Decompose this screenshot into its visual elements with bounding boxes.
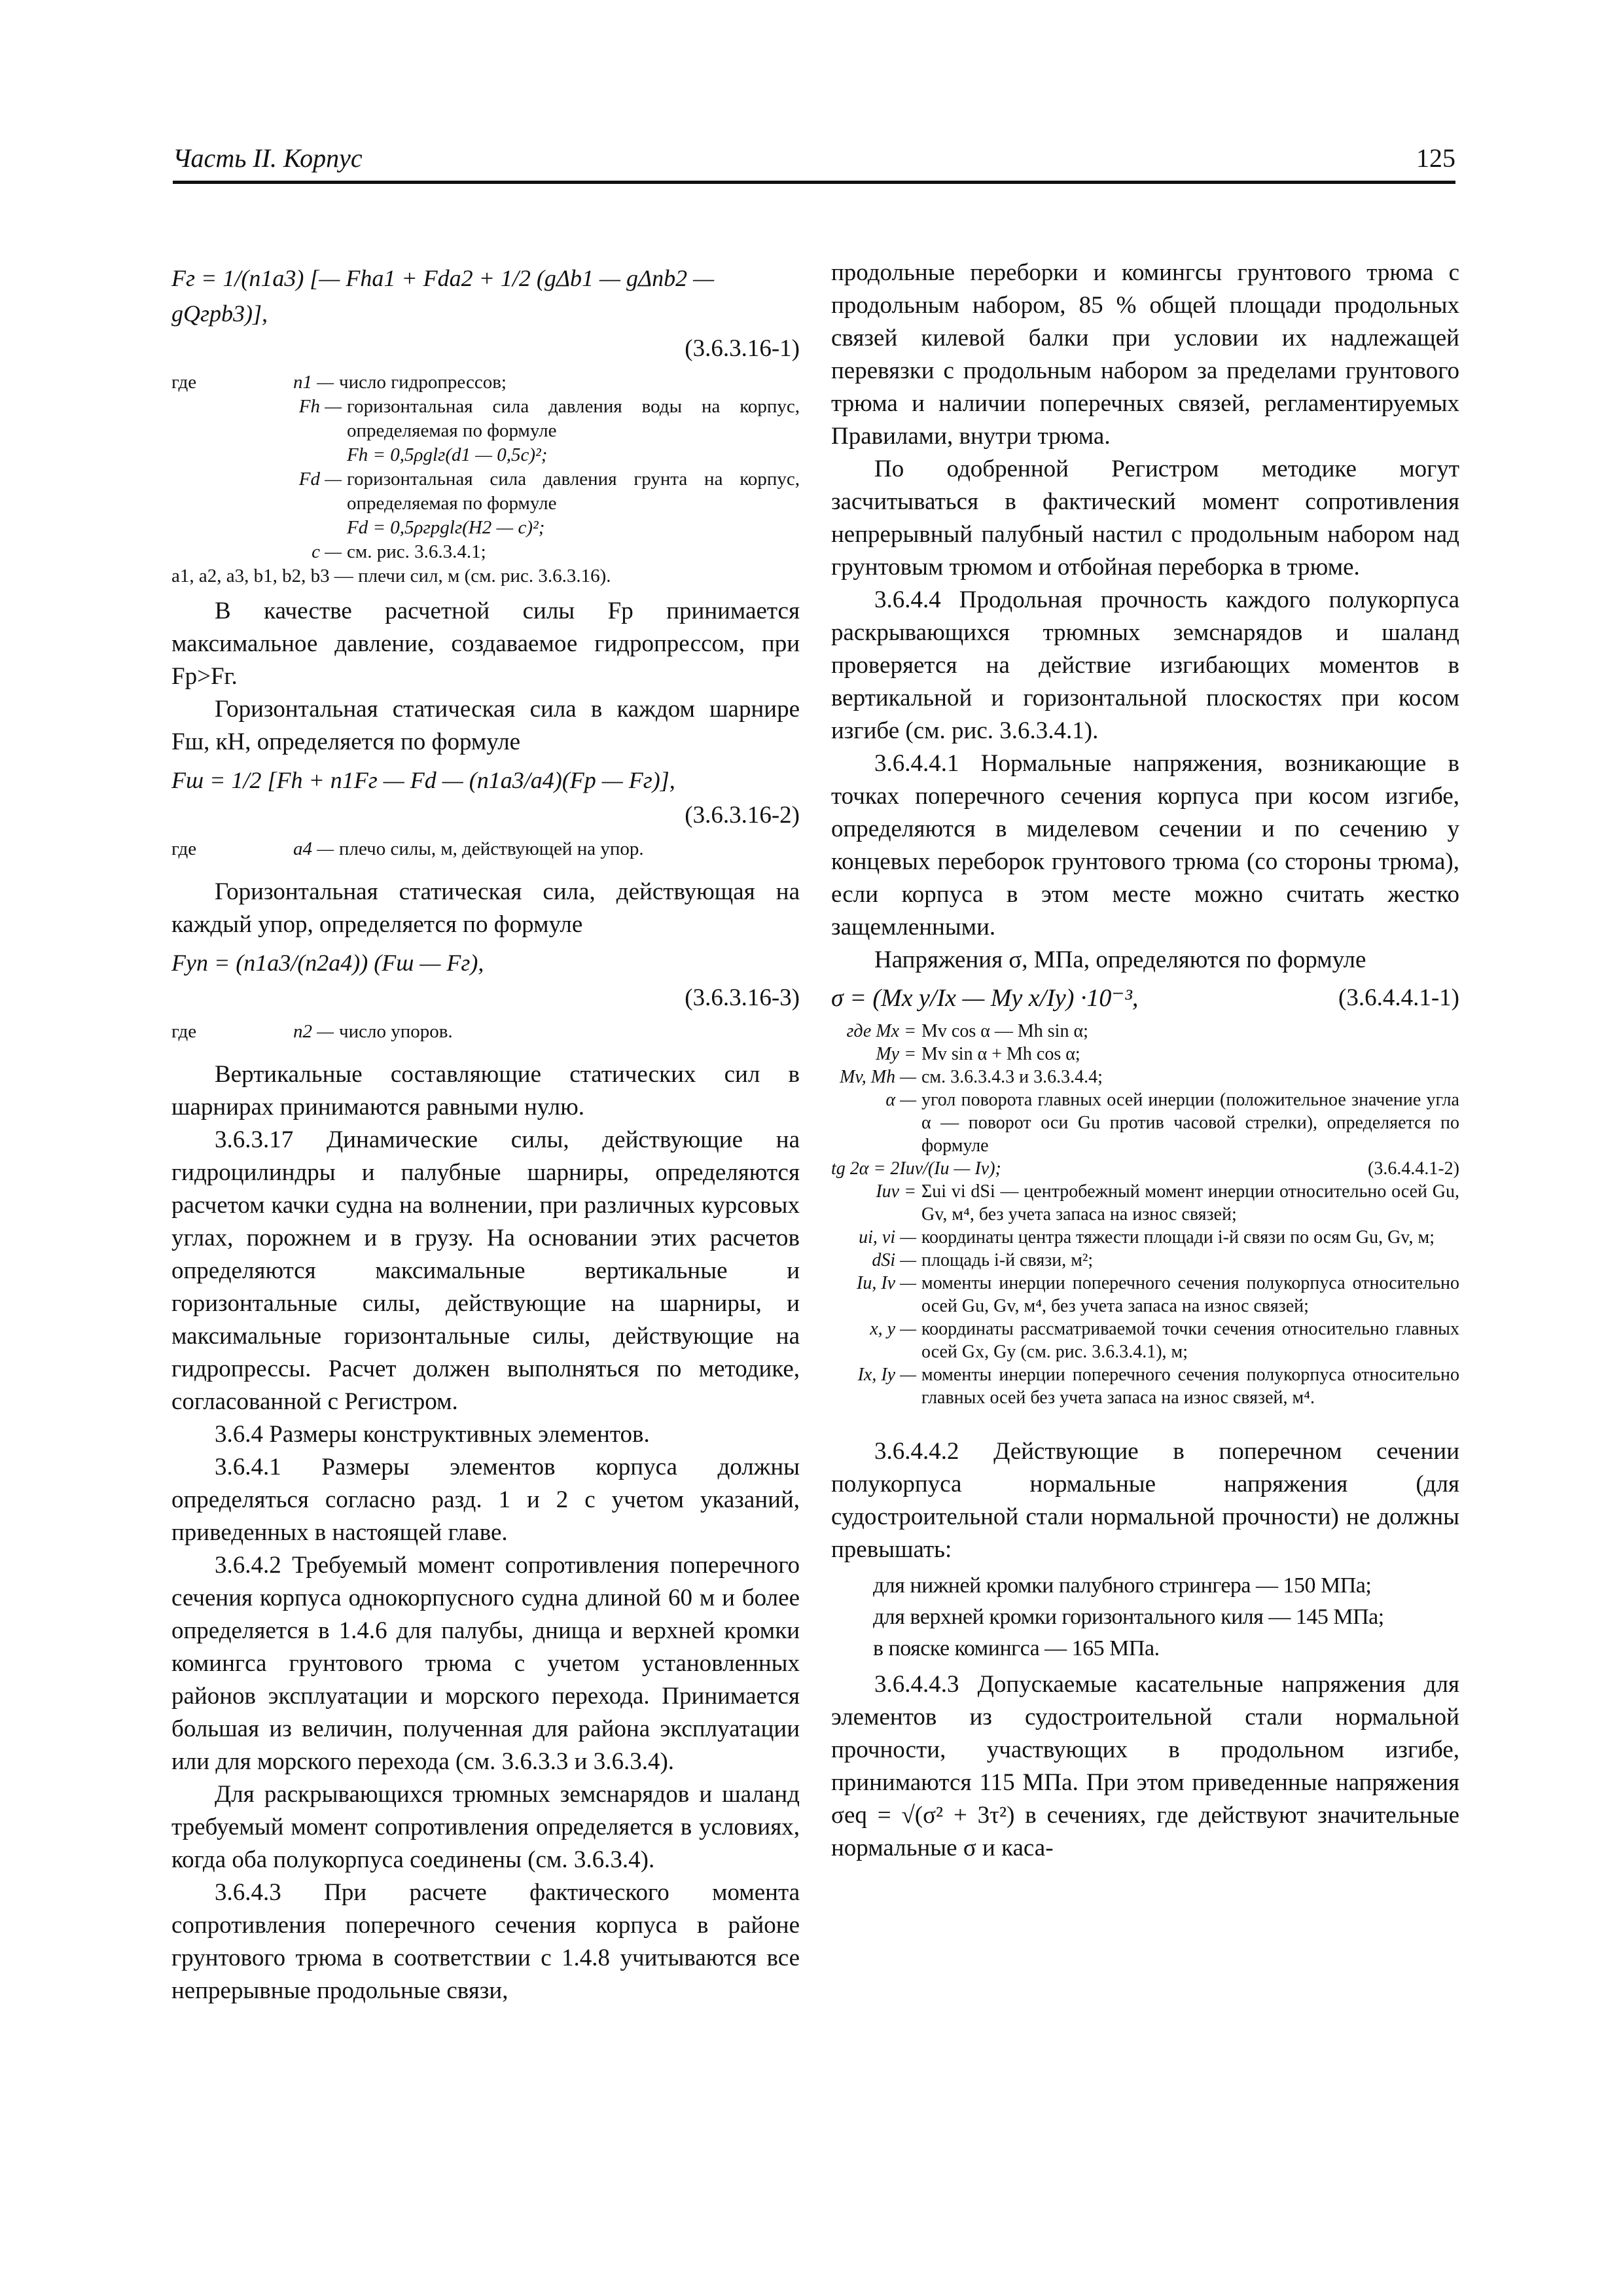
- paragraph: Вертикальные составляющие статических сил в шарнирах принимаются равными нулю.: [171, 1061, 800, 1121]
- formula-number: (3.6.4.4.1-1): [1338, 984, 1459, 1011]
- legend-key: dSi —: [872, 1250, 916, 1270]
- formula-body: Fг = 1/(n1a3) [— Fha1 + Fda2 + 1/2 (gΔb1 — gΔпb2 — gQгрb3)],: [171, 265, 715, 327]
- formula-body: σ = (Mx y/Ix — My x/Iy) ·10⁻³,: [831, 984, 1139, 1012]
- legend-where: где: [171, 838, 197, 859]
- legend-key: ui, vi —: [859, 1227, 916, 1247]
- legend-value: Σui vi dSi — центробежный момент инерции относительно осей Gu, Gv, м⁴, без учета запаса на износ связей;: [921, 1181, 1459, 1225]
- section-3-6-4-3: 3.6.4.3 При расчете фактического момента сопротивления поперечного сечения корпуса в районе грунтового трюма в соответствии с 1.4.8 учитываются все непрерывные продольные связи,: [171, 1879, 800, 2004]
- header-rule: [173, 181, 1455, 184]
- legend-key: Iu, Iv —: [857, 1273, 916, 1293]
- right-column: [831, 257, 1459, 1865]
- paragraph: продольные переборки и комингсы грунтового трюма с продольным набором, 85 % общей площади продольных связей килевой балки при условии их надлежащей перевязки с продольным набором за пределами грунтового трюма и наличии поперечных связей, регламентируемых Правилами, внутри трюма.: [831, 259, 1459, 450]
- legend-value: плечо силы, м, действующей на упор.: [339, 838, 644, 859]
- paragraph: В качестве расчетной силы Fр принимается максимальное давление, создаваемое гидропрессом, при Fр>Fг.: [171, 598, 800, 690]
- section-3-6-3-17: 3.6.3.17 Динамические силы, действующие на гидроцилиндры и палубные шарниры, определяются расчетом качки судна на волнении, при различных курсовых углах, порожнем и в грузу. На основании этих расчетов определяются максимальные вертикальные и горизонтальные силы, действующие на шарниры, и максимальные горизонтальные силы, действующие на гидропрессы. Расчет должен выполняться по методике, согласованной с Регистром.: [171, 1126, 800, 1415]
- section-3-6-4-4-3: 3.6.4.4.3 Допускаемые касательные напряжения для элементов из судостроительной стали нормальной прочности, участвующих в продольном изгибе, принимаются 115 МПа. При этом приведенные напряжения σeq = √(σ² + 3τ²) в сечениях, где действуют значительные нормальные σ и каса-: [831, 1671, 1459, 1861]
- legend-formula-2: [171, 837, 800, 861]
- legend-value: горизонтальная сила давления воды на корпус, определяемая по формуле: [347, 396, 800, 441]
- section-3-6-4-4: 3.6.4.4 Продольная прочность каждого полукорпуса раскрывающихся трюмных земснарядов и шаланд проверяется на действие изгибающих моментов в вертикальной и горизонтальной плоскостях при косом изгибе (см. рис. 3.6.3.4.1).: [831, 586, 1459, 744]
- legend-value: число гидропрессов;: [339, 372, 507, 393]
- page-number: 125: [1416, 143, 1455, 173]
- page-header: [173, 139, 1455, 178]
- legend-key: Fh —: [298, 396, 342, 417]
- list-item: для нижней кромки палубного стрингера — 150 МПа;: [873, 1573, 1372, 1598]
- list-item: для верхней кромки горизонтального киля — 145 МПа;: [873, 1605, 1384, 1629]
- legend-key: c —: [312, 541, 342, 562]
- legend-value: Fh = 0,5ρglг(d1 — 0,5c)²;: [347, 444, 548, 465]
- list-item: в пояске комингса — 165 МПа.: [873, 1636, 1160, 1660]
- paragraph: Горизонтальная статическая сила в каждом шарнире Fш, кН, определяется по формуле: [171, 696, 800, 755]
- paragraph: По одобренной Регистром методике могут засчитываться в фактический момент сопротивления непрерывный палубный настил с продольным набором над грунтовым трюмом и отбойная переборка в трюме.: [831, 456, 1459, 581]
- legend-key: Fd —: [298, 469, 342, 490]
- legend-where: где: [171, 372, 197, 393]
- legend-arms: a1, a2, a3, b1, b2, b3 — плечи сил, м (см. рис. 3.6.3.16).: [171, 565, 611, 586]
- legend-formula-4: [831, 1020, 1459, 1409]
- legend-value: Fd = 0,5ρгрglг(H2 — c)²;: [347, 517, 545, 538]
- formula-number: (3.6.3.16-2): [685, 802, 800, 829]
- section-3-6-4-4-1: 3.6.4.4.1 Нормальные напряжения, возникающие в точках поперечного сечения корпуса при косом изгибе, определяются в миделевом сечении и по сечению у концевых переборок грунтового трюма (со стороны трюма), если корпуса в этом месте можно считать жестко защемленными.: [831, 750, 1459, 941]
- section-3-6-4-4-2: 3.6.4.4.2 Действующие в поперечном сечении полукорпуса нормальные напряжения (для судостроительной стали нормальной прочности) не должны превышать:: [831, 1438, 1459, 1563]
- legend-value: моменты инерции поперечного сечения полукорпуса относительно осей Gu, Gv, м⁴, без учета запаса на износ связей;: [921, 1273, 1459, 1316]
- legend-key: [171, 443, 347, 467]
- legend-value: число упоров.: [339, 1021, 453, 1042]
- formula-number: (3.6.3.16-3): [685, 984, 800, 1011]
- legend-formula-3: [171, 1020, 800, 1044]
- legend-value: см. рис. 3.6.3.4.1;: [347, 541, 486, 562]
- section-3-6-4-1: 3.6.4.1 Размеры элементов корпуса должны определяться согласно разд. 1 и 2 с учетом указаний, приведенных в настоящей главе.: [171, 1454, 800, 1546]
- legend-key: [171, 516, 347, 540]
- running-title: Часть II. Корпус: [173, 143, 363, 173]
- legend-key: a4 —: [293, 838, 334, 859]
- legend-key: Mv, Mh —: [840, 1067, 916, 1087]
- formula-number: (3.6.3.16-1): [685, 335, 800, 362]
- paragraph: Напряжения σ, МПа, определяются по формуле: [874, 946, 1366, 973]
- legend-value: координаты рассматриваемой точки сечения относительно главных осей Gx, Gy (см. рис. 3.6.3.4.1), м;: [921, 1319, 1459, 1362]
- paragraph: Для раскрывающихся трюмных земснарядов и шаланд требуемый момент сопротивления определяется в условиях, когда оба полукорпуса соединены (см. 3.6.3.4).: [171, 1781, 800, 1873]
- legend-key: Iuv =: [876, 1181, 916, 1202]
- legend-value: Mv sin α + Mh cos α;: [921, 1044, 1080, 1064]
- legend-key: My =: [876, 1044, 916, 1064]
- legend-value: угол поворота главных осей инерции (положительное значение угла α — поворот оси Gu против часовой стрелки), определяется по формуле: [921, 1090, 1459, 1156]
- legend-key: α —: [885, 1090, 916, 1110]
- section-heading-3-6-4: 3.6.4 Размеры конструктивных элементов.: [215, 1421, 650, 1448]
- formula-number: (3.6.4.4.1-2): [1368, 1158, 1459, 1179]
- legend-value: горизонтальная сила давления грунта на корпус, определяемая по формуле: [347, 469, 800, 514]
- legend-value: Mv cos α — Mh sin α;: [921, 1021, 1088, 1041]
- legend-key: n2 —: [293, 1021, 334, 1042]
- formula-3-6-3-16-3: [171, 945, 800, 1016]
- legend-where: где: [171, 1021, 197, 1042]
- stress-limits-list: [873, 1570, 1459, 1664]
- formula-3-6-4-4-1-1: [831, 980, 1459, 1016]
- formula-tg: tg 2α = 2Iuv/(Iu — Iv);: [831, 1158, 1001, 1179]
- formula-body: Fуп = (n1a3/(n2a4)) (Fш — Fг),: [171, 950, 484, 976]
- section-3-6-4-2: 3.6.4.2 Требуемый момент сопротивления поперечного сечения корпуса однокорпусного судна длиной 60 м и более определяется в 1.4.6 для палубы, днища и верхней кромки комингса грунтового трюма с учетом установленных районов эксплуатации и морского перехода. Принимается большая из величин, полученная для района эксплуатации или для морского перехода (см. 3.6.3.3 и 3.6.3.4).: [171, 1552, 800, 1775]
- legend-key: x, y —: [870, 1319, 916, 1339]
- legend-key: где Mx =: [846, 1021, 916, 1041]
- left-column: [171, 257, 800, 2007]
- legend-formula-1: [171, 370, 800, 588]
- formula-3-6-3-16-2: [171, 762, 800, 833]
- legend-value: см. 3.6.3.4.3 и 3.6.3.4.4;: [921, 1067, 1103, 1087]
- formula-3-6-3-16-1: [171, 260, 800, 367]
- legend-key: n1 —: [293, 372, 334, 393]
- legend-value: координаты центра тяжести площади i-й связи по осям Gu, Gv, м;: [921, 1227, 1435, 1247]
- legend-value: моменты инерции поперечного сечения полукорпуса относительно главных осей без учета запаса на износ связей, м⁴.: [921, 1365, 1459, 1408]
- formula-body: Fш = 1/2 [Fh + n1Fг — Fd — (n1a3/a4)(Fр — Fг)],: [171, 767, 675, 793]
- legend-value: площадь i-й связи, м²;: [921, 1250, 1094, 1270]
- legend-key: Ix, Iy —: [857, 1365, 916, 1385]
- paragraph: Горизонтальная статическая сила, действующая на каждый упор, определяется по формуле: [171, 878, 800, 938]
